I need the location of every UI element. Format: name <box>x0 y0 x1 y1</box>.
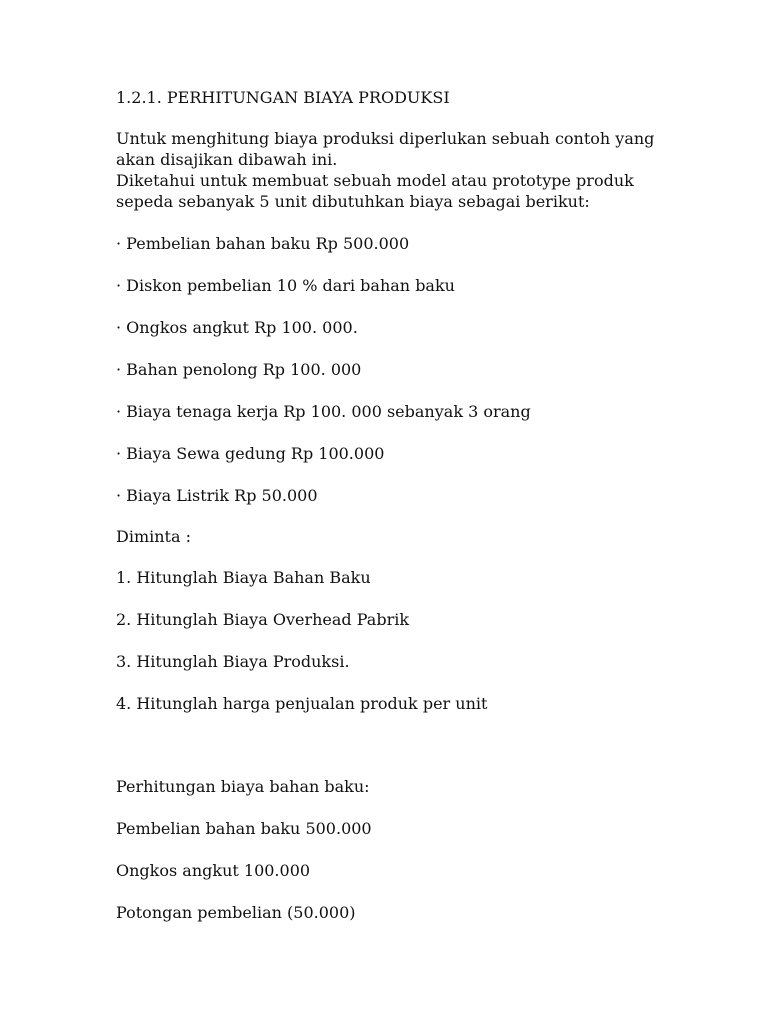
calc-line: Pembelian bahan baku 500.000 <box>116 819 372 838</box>
cost-item: · Bahan penolong Rp 100. 000 <box>116 360 362 379</box>
cost-item: · Pembelian bahan baku Rp 500.000 <box>116 234 410 253</box>
task-item: 4. Hitunglah harga penjualan produk per unit <box>116 694 488 713</box>
intro-line: sepeda sebanyak 5 unit dibutuhkan biaya sebagai berikut: <box>116 192 590 211</box>
section-heading: 1.2.1. PERHITUNGAN BIAYA PRODUKSI <box>116 88 450 107</box>
intro-line: Diketahui untuk membuat sebuah model atau prototype produk <box>116 171 634 190</box>
task-item: 2. Hitunglah Biaya Overhead Pabrik <box>116 610 410 629</box>
calc-line: Ongkos angkut 100.000 <box>116 861 311 880</box>
calc-heading: Perhitungan biaya bahan baku: <box>116 777 370 796</box>
cost-item: · Biaya tenaga kerja Rp 100. 000 sebanyak 3 orang <box>116 402 531 421</box>
task-item: 3. Hitunglah Biaya Produksi. <box>116 652 350 671</box>
intro-line: akan disajikan dibawah ini. <box>116 150 338 169</box>
cost-item: · Diskon pembelian 10 % dari bahan baku <box>116 276 455 295</box>
cost-item: · Biaya Sewa gedung Rp 100.000 <box>116 444 385 463</box>
intro-line: Untuk menghitung biaya produksi diperlukan sebuah contoh yang <box>116 129 655 148</box>
cost-item: · Ongkos angkut Rp 100. 000. <box>116 318 358 337</box>
cost-item: · Biaya Listrik Rp 50.000 <box>116 486 318 505</box>
calc-line: Potongan pembelian (50.000) <box>116 903 356 922</box>
task-item: 1. Hitunglah Biaya Bahan Baku <box>116 568 371 587</box>
requested-label: Diminta : <box>116 527 191 546</box>
